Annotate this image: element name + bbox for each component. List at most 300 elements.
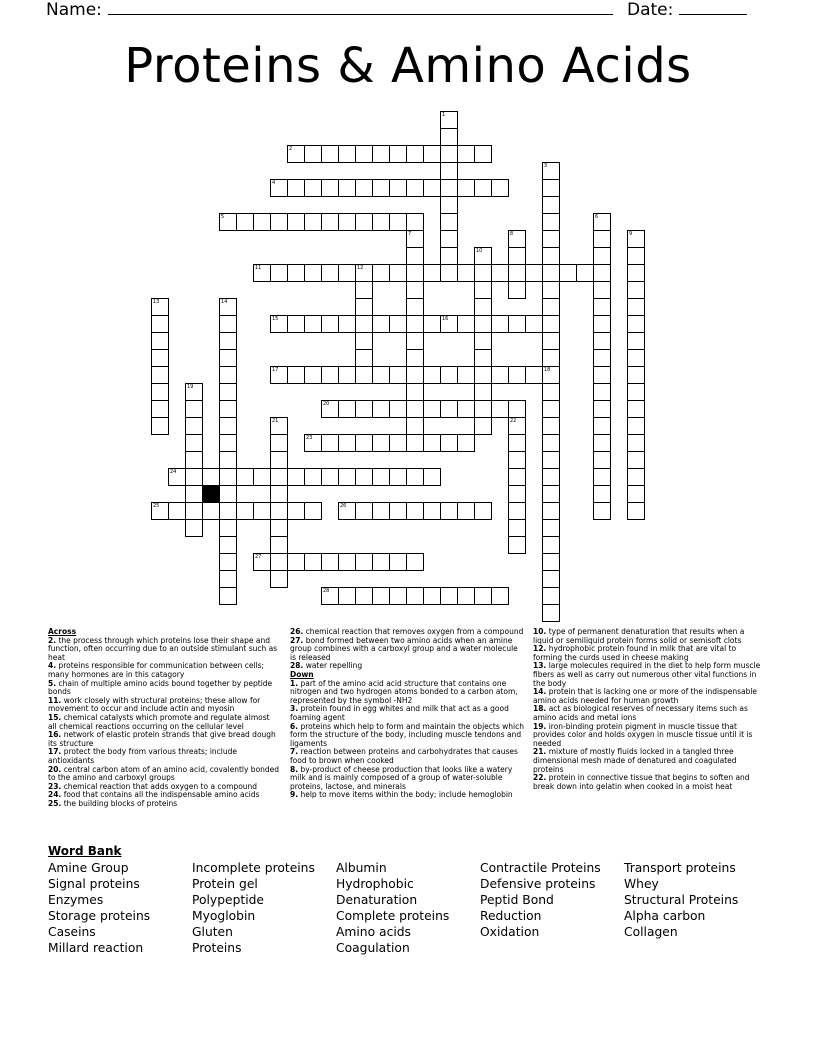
- crossword-cell[interactable]: [270, 451, 288, 469]
- crossword-cell[interactable]: [627, 247, 645, 265]
- crossword-cell[interactable]: [321, 400, 339, 418]
- crossword-cell[interactable]: [542, 536, 560, 554]
- crossword-cell[interactable]: [389, 366, 407, 384]
- crossword-cell[interactable]: [406, 366, 424, 384]
- crossword-cell[interactable]: [593, 383, 611, 401]
- crossword-cell[interactable]: [542, 332, 560, 350]
- crossword-cell[interactable]: [219, 383, 237, 401]
- crossword-cell[interactable]: [287, 553, 305, 571]
- crossword-cell[interactable]: [304, 315, 322, 333]
- crossword-cell[interactable]: [253, 553, 271, 571]
- crossword-cell[interactable]: [372, 587, 390, 605]
- crossword-cell[interactable]: [474, 400, 492, 418]
- crossword-cell[interactable]: [542, 264, 560, 282]
- crossword-cell[interactable]: [406, 553, 424, 571]
- crossword-cell[interactable]: [440, 400, 458, 418]
- crossword-cell[interactable]: [440, 179, 458, 197]
- crossword-cell[interactable]: [270, 213, 288, 231]
- crossword-cell[interactable]: [304, 213, 322, 231]
- crossword-cell[interactable]: [457, 315, 475, 333]
- crossword-cell[interactable]: [253, 213, 271, 231]
- crossword-cell[interactable]: [406, 434, 424, 452]
- crossword-cell[interactable]: [270, 417, 288, 435]
- crossword-cell[interactable]: [185, 468, 203, 486]
- crossword-cell[interactable]: [542, 366, 560, 384]
- crossword-cell[interactable]: [321, 264, 339, 282]
- crossword-cell[interactable]: [372, 468, 390, 486]
- crossword-cell[interactable]: [593, 264, 611, 282]
- crossword-cell[interactable]: [457, 145, 475, 163]
- crossword-cell[interactable]: [219, 570, 237, 588]
- crossword-cell[interactable]: [542, 213, 560, 231]
- crossword-cell[interactable]: [321, 315, 339, 333]
- crossword-cell[interactable]: [593, 451, 611, 469]
- crossword-cell[interactable]: [406, 315, 424, 333]
- crossword-cell[interactable]: [321, 213, 339, 231]
- crossword-cell[interactable]: [508, 434, 526, 452]
- crossword-cell[interactable]: [440, 434, 458, 452]
- crossword-cell[interactable]: [270, 485, 288, 503]
- crossword-cell[interactable]: [542, 298, 560, 316]
- crossword-cell[interactable]: [389, 179, 407, 197]
- crossword-cell[interactable]: [287, 315, 305, 333]
- crossword-cell[interactable]: [185, 434, 203, 452]
- crossword-cell[interactable]: [627, 468, 645, 486]
- crossword-cell[interactable]: [593, 315, 611, 333]
- crossword-cell[interactable]: [321, 587, 339, 605]
- crossword-cell[interactable]: [355, 434, 373, 452]
- crossword-cell[interactable]: [338, 213, 356, 231]
- crossword-cell[interactable]: [627, 281, 645, 299]
- crossword-cell[interactable]: [338, 179, 356, 197]
- crossword-cell[interactable]: [627, 315, 645, 333]
- crossword-cell[interactable]: [270, 468, 288, 486]
- crossword-cell[interactable]: [593, 400, 611, 418]
- crossword-cell[interactable]: [508, 417, 526, 435]
- crossword-cell[interactable]: [474, 264, 492, 282]
- crossword-cell[interactable]: [219, 451, 237, 469]
- crossword-cell[interactable]: [270, 366, 288, 384]
- crossword-cell[interactable]: [593, 366, 611, 384]
- crossword-cell[interactable]: [253, 264, 271, 282]
- crossword-cell[interactable]: [423, 468, 441, 486]
- crossword-cell[interactable]: [355, 468, 373, 486]
- crossword-cell[interactable]: [542, 196, 560, 214]
- crossword-cell[interactable]: [627, 366, 645, 384]
- crossword-cell[interactable]: [287, 264, 305, 282]
- crossword-cell[interactable]: [304, 264, 322, 282]
- crossword-cell[interactable]: [372, 366, 390, 384]
- crossword-cell[interactable]: [474, 349, 492, 367]
- crossword-cell[interactable]: [474, 332, 492, 350]
- crossword-cell[interactable]: [185, 485, 203, 503]
- crossword-cell[interactable]: [406, 298, 424, 316]
- crossword-cell[interactable]: [321, 179, 339, 197]
- crossword-cell[interactable]: [423, 502, 441, 520]
- crossword-cell[interactable]: [406, 468, 424, 486]
- crossword-cell[interactable]: [491, 366, 509, 384]
- crossword-cell[interactable]: [202, 468, 220, 486]
- crossword-cell[interactable]: [508, 519, 526, 537]
- crossword-cell[interactable]: [389, 145, 407, 163]
- crossword-cell[interactable]: [151, 502, 169, 520]
- crossword-cell[interactable]: [219, 349, 237, 367]
- crossword-cell[interactable]: [423, 315, 441, 333]
- crossword-cell[interactable]: [593, 332, 611, 350]
- crossword-cell[interactable]: [627, 298, 645, 316]
- crossword-cell[interactable]: [219, 468, 237, 486]
- crossword-cell[interactable]: [423, 400, 441, 418]
- crossword-cell[interactable]: [389, 434, 407, 452]
- crossword-cell[interactable]: [508, 281, 526, 299]
- crossword-cell[interactable]: [338, 587, 356, 605]
- crossword-cell[interactable]: [304, 366, 322, 384]
- crossword-cell[interactable]: [542, 468, 560, 486]
- crossword-cell[interactable]: [508, 315, 526, 333]
- crossword-cell[interactable]: [168, 502, 186, 520]
- crossword-cell[interactable]: [338, 468, 356, 486]
- crossword-cell[interactable]: [185, 417, 203, 435]
- crossword-cell[interactable]: [372, 213, 390, 231]
- crossword-cell[interactable]: [355, 213, 373, 231]
- crossword-cell[interactable]: [593, 247, 611, 265]
- crossword-cell[interactable]: [474, 145, 492, 163]
- crossword-cell[interactable]: [355, 332, 373, 350]
- crossword-cell[interactable]: [270, 519, 288, 537]
- crossword-cell[interactable]: [474, 298, 492, 316]
- crossword-cell[interactable]: [593, 298, 611, 316]
- crossword-cell[interactable]: [151, 383, 169, 401]
- crossword-cell[interactable]: [627, 332, 645, 350]
- crossword-cell[interactable]: [185, 519, 203, 537]
- crossword-cell[interactable]: [219, 332, 237, 350]
- crossword-cell[interactable]: [287, 366, 305, 384]
- crossword-cell[interactable]: [151, 332, 169, 350]
- crossword-cell[interactable]: [406, 502, 424, 520]
- crossword-cell[interactable]: [355, 179, 373, 197]
- crossword-cell[interactable]: [270, 179, 288, 197]
- crossword-cell[interactable]: [304, 553, 322, 571]
- crossword-cell[interactable]: [219, 434, 237, 452]
- crossword-cell[interactable]: [423, 366, 441, 384]
- crossword-cell[interactable]: [440, 128, 458, 146]
- crossword-cell[interactable]: [355, 264, 373, 282]
- crossword-cell[interactable]: [219, 417, 237, 435]
- crossword-cell[interactable]: [372, 179, 390, 197]
- crossword-cell[interactable]: [440, 162, 458, 180]
- crossword-cell[interactable]: [508, 468, 526, 486]
- crossword-cell[interactable]: [542, 417, 560, 435]
- crossword-cell[interactable]: [542, 315, 560, 333]
- crossword-cell[interactable]: [287, 179, 305, 197]
- crossword-cell[interactable]: [559, 264, 577, 282]
- crossword-cell[interactable]: [338, 366, 356, 384]
- crossword-cell[interactable]: [355, 298, 373, 316]
- crossword-cell[interactable]: [355, 553, 373, 571]
- crossword-cell[interactable]: [491, 179, 509, 197]
- crossword-cell[interactable]: [457, 400, 475, 418]
- crossword-cell[interactable]: [219, 485, 237, 503]
- crossword-cell[interactable]: [304, 145, 322, 163]
- crossword-cell[interactable]: [457, 179, 475, 197]
- crossword-cell[interactable]: [593, 230, 611, 248]
- crossword-cell[interactable]: [593, 417, 611, 435]
- crossword-cell[interactable]: [304, 468, 322, 486]
- crossword-cell[interactable]: [287, 145, 305, 163]
- crossword-cell[interactable]: [627, 383, 645, 401]
- crossword-cell[interactable]: [236, 468, 254, 486]
- crossword-cell[interactable]: [338, 502, 356, 520]
- crossword-cell[interactable]: [185, 502, 203, 520]
- crossword-cell[interactable]: [219, 400, 237, 418]
- crossword-cell[interactable]: [491, 400, 509, 418]
- crossword-cell[interactable]: [338, 553, 356, 571]
- crossword-cell[interactable]: [355, 587, 373, 605]
- crossword-cell[interactable]: [440, 366, 458, 384]
- crossword-cell[interactable]: [474, 417, 492, 435]
- crossword-cell[interactable]: [457, 264, 475, 282]
- crossword-cell[interactable]: [627, 349, 645, 367]
- crossword-cell[interactable]: [406, 179, 424, 197]
- crossword-cell[interactable]: [508, 400, 526, 418]
- crossword-cell[interactable]: [372, 553, 390, 571]
- crossword-cell[interactable]: [185, 400, 203, 418]
- crossword-cell[interactable]: [219, 315, 237, 333]
- crossword-cell[interactable]: [627, 400, 645, 418]
- crossword-cell[interactable]: [593, 468, 611, 486]
- crossword-cell[interactable]: [406, 417, 424, 435]
- crossword-cell[interactable]: [236, 213, 254, 231]
- crossword-cell[interactable]: [508, 264, 526, 282]
- crossword-cell[interactable]: [219, 366, 237, 384]
- crossword-cell[interactable]: [219, 553, 237, 571]
- crossword-cell[interactable]: [355, 400, 373, 418]
- crossword-cell[interactable]: [440, 502, 458, 520]
- crossword-cell[interactable]: [593, 485, 611, 503]
- crossword-cell[interactable]: [508, 451, 526, 469]
- crossword-cell[interactable]: [389, 400, 407, 418]
- crossword-cell[interactable]: [440, 196, 458, 214]
- crossword-cell[interactable]: [525, 366, 543, 384]
- crossword-cell[interactable]: [440, 230, 458, 248]
- crossword-cell[interactable]: [525, 315, 543, 333]
- crossword-cell[interactable]: [542, 162, 560, 180]
- crossword-cell[interactable]: [474, 315, 492, 333]
- crossword-cell[interactable]: [627, 502, 645, 520]
- crossword-cell[interactable]: [423, 179, 441, 197]
- crossword-cell[interactable]: [440, 145, 458, 163]
- crossword-cell[interactable]: [593, 502, 611, 520]
- crossword-cell[interactable]: [627, 451, 645, 469]
- crossword-cell[interactable]: [423, 587, 441, 605]
- crossword-cell[interactable]: [474, 366, 492, 384]
- crossword-cell[interactable]: [219, 502, 237, 520]
- crossword-cell[interactable]: [355, 366, 373, 384]
- crossword-cell[interactable]: [185, 451, 203, 469]
- crossword-cell[interactable]: [423, 264, 441, 282]
- crossword-cell[interactable]: [474, 383, 492, 401]
- crossword-cell[interactable]: [406, 349, 424, 367]
- crossword-cell[interactable]: [355, 502, 373, 520]
- crossword-cell[interactable]: [270, 570, 288, 588]
- crossword-cell[interactable]: [474, 587, 492, 605]
- crossword-cell[interactable]: [508, 247, 526, 265]
- crossword-cell[interactable]: [270, 434, 288, 452]
- crossword-cell[interactable]: [321, 468, 339, 486]
- crossword-cell[interactable]: [389, 553, 407, 571]
- crossword-cell[interactable]: [372, 400, 390, 418]
- crossword-cell[interactable]: [457, 587, 475, 605]
- crossword-cell[interactable]: [355, 145, 373, 163]
- crossword-cell[interactable]: [457, 434, 475, 452]
- crossword-cell[interactable]: [508, 502, 526, 520]
- crossword-cell[interactable]: [627, 264, 645, 282]
- crossword-cell[interactable]: [151, 298, 169, 316]
- crossword-cell[interactable]: [372, 264, 390, 282]
- crossword-cell[interactable]: [321, 434, 339, 452]
- crossword-cell[interactable]: [627, 485, 645, 503]
- crossword-cell[interactable]: [355, 281, 373, 299]
- crossword-cell[interactable]: [270, 315, 288, 333]
- crossword-cell[interactable]: [219, 519, 237, 537]
- crossword-cell[interactable]: [542, 230, 560, 248]
- crossword-cell[interactable]: [406, 587, 424, 605]
- crossword-cell[interactable]: [474, 502, 492, 520]
- crossword-cell[interactable]: [423, 145, 441, 163]
- crossword-cell[interactable]: [542, 451, 560, 469]
- crossword-cell[interactable]: [508, 485, 526, 503]
- crossword-cell[interactable]: [355, 315, 373, 333]
- crossword-cell[interactable]: [406, 281, 424, 299]
- crossword-cell[interactable]: [151, 315, 169, 333]
- crossword-cell[interactable]: [593, 434, 611, 452]
- crossword-cell[interactable]: [287, 502, 305, 520]
- crossword-cell[interactable]: [219, 587, 237, 605]
- crossword-cell[interactable]: [270, 502, 288, 520]
- crossword-cell[interactable]: [406, 247, 424, 265]
- crossword-cell[interactable]: [627, 417, 645, 435]
- crossword-cell[interactable]: [440, 247, 458, 265]
- crossword-cell[interactable]: [423, 434, 441, 452]
- crossword-cell[interactable]: [440, 264, 458, 282]
- crossword-cell[interactable]: [542, 570, 560, 588]
- crossword-cell[interactable]: [542, 519, 560, 537]
- crossword-cell[interactable]: [321, 553, 339, 571]
- crossword-cell[interactable]: [474, 247, 492, 265]
- crossword-cell[interactable]: [304, 502, 322, 520]
- crossword-cell[interactable]: [304, 179, 322, 197]
- crossword-cell[interactable]: [236, 502, 254, 520]
- crossword-cell[interactable]: [270, 553, 288, 571]
- crossword-cell[interactable]: [219, 213, 237, 231]
- crossword-cell[interactable]: [338, 434, 356, 452]
- crossword-cell[interactable]: [491, 587, 509, 605]
- crossword-cell[interactable]: [202, 502, 220, 520]
- crossword-cell[interactable]: [508, 230, 526, 248]
- crossword-cell[interactable]: [542, 400, 560, 418]
- crossword-cell[interactable]: [542, 247, 560, 265]
- crossword-cell[interactable]: [406, 230, 424, 248]
- crossword-cell[interactable]: [457, 502, 475, 520]
- crossword-cell[interactable]: [151, 349, 169, 367]
- crossword-cell[interactable]: [372, 145, 390, 163]
- crossword-cell[interactable]: [389, 264, 407, 282]
- crossword-cell[interactable]: [406, 213, 424, 231]
- crossword-cell[interactable]: [542, 485, 560, 503]
- crossword-cell[interactable]: [321, 145, 339, 163]
- crossword-cell[interactable]: [542, 434, 560, 452]
- crossword-cell[interactable]: [406, 383, 424, 401]
- crossword-cell[interactable]: [440, 111, 458, 129]
- crossword-cell[interactable]: [253, 468, 271, 486]
- crossword-cell[interactable]: [287, 468, 305, 486]
- crossword-cell[interactable]: [338, 145, 356, 163]
- crossword-cell[interactable]: [542, 383, 560, 401]
- crossword-cell[interactable]: [372, 315, 390, 333]
- crossword-cell[interactable]: [372, 502, 390, 520]
- crossword-cell[interactable]: [406, 400, 424, 418]
- crossword-cell[interactable]: [253, 502, 271, 520]
- crossword-cell[interactable]: [491, 264, 509, 282]
- crossword-cell[interactable]: [440, 315, 458, 333]
- crossword-cell[interactable]: [593, 349, 611, 367]
- crossword-cell[interactable]: [287, 213, 305, 231]
- crossword-cell[interactable]: [508, 536, 526, 554]
- crossword-cell[interactable]: [219, 536, 237, 554]
- crossword-cell[interactable]: [525, 264, 543, 282]
- crossword-cell[interactable]: [542, 502, 560, 520]
- crossword-cell[interactable]: [406, 264, 424, 282]
- crossword-cell[interactable]: [627, 434, 645, 452]
- crossword-cell[interactable]: [304, 434, 322, 452]
- crossword-cell[interactable]: [151, 366, 169, 384]
- crossword-cell[interactable]: [389, 315, 407, 333]
- crossword-cell[interactable]: [338, 264, 356, 282]
- crossword-cell[interactable]: [168, 468, 186, 486]
- crossword-cell[interactable]: [151, 417, 169, 435]
- crossword-cell[interactable]: [389, 587, 407, 605]
- crossword-cell[interactable]: [338, 315, 356, 333]
- crossword-cell[interactable]: [508, 366, 526, 384]
- crossword-cell[interactable]: [185, 383, 203, 401]
- crossword-cell[interactable]: [406, 332, 424, 350]
- crossword-cell[interactable]: [542, 179, 560, 197]
- crossword-cell[interactable]: [627, 230, 645, 248]
- crossword-cell[interactable]: [474, 281, 492, 299]
- crossword-cell[interactable]: [542, 604, 560, 622]
- crossword-cell[interactable]: [542, 553, 560, 571]
- crossword-cell[interactable]: [355, 349, 373, 367]
- crossword-cell[interactable]: [406, 145, 424, 163]
- crossword-cell[interactable]: [457, 366, 475, 384]
- crossword-cell[interactable]: [542, 587, 560, 605]
- crossword-cell[interactable]: [389, 502, 407, 520]
- crossword-cell[interactable]: [474, 179, 492, 197]
- crossword-cell[interactable]: [593, 281, 611, 299]
- crossword-cell[interactable]: [389, 468, 407, 486]
- crossword-cell[interactable]: [593, 213, 611, 231]
- crossword-cell[interactable]: [440, 213, 458, 231]
- crossword-cell[interactable]: [321, 366, 339, 384]
- crossword-cell[interactable]: [270, 264, 288, 282]
- crossword-cell[interactable]: [576, 264, 594, 282]
- crossword-cell[interactable]: [219, 298, 237, 316]
- crossword-cell[interactable]: [491, 315, 509, 333]
- crossword-cell[interactable]: [542, 281, 560, 299]
- crossword-cell[interactable]: [542, 349, 560, 367]
- crossword-cell[interactable]: [151, 400, 169, 418]
- crossword-cell[interactable]: [440, 587, 458, 605]
